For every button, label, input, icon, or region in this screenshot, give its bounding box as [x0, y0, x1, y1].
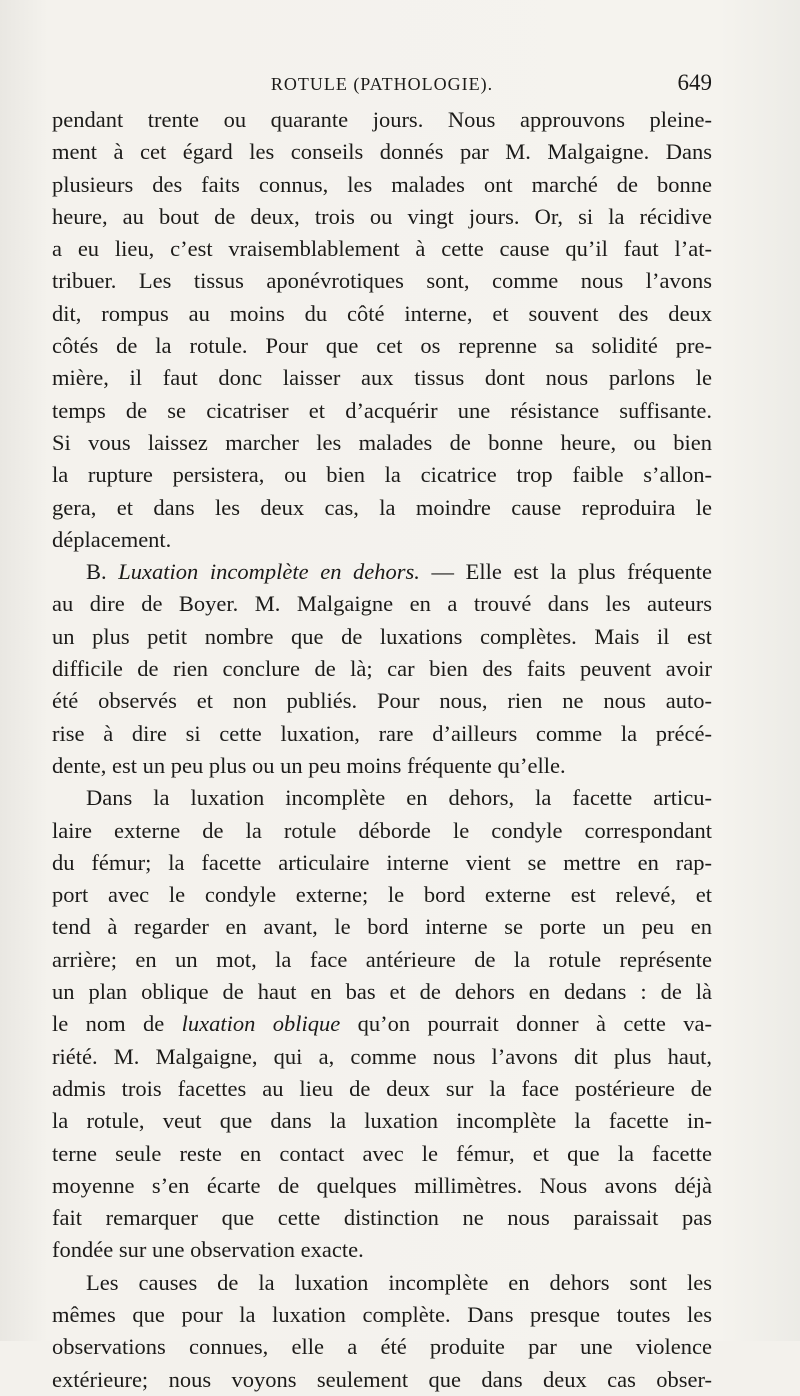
text-line: port avec le condyle externe; le bord externe est relevé, et	[52, 882, 712, 908]
text-line: extérieure; nous voyons seulement que dans deux cas obser-	[52, 1366, 712, 1392]
section-title: Luxation incomplète en dehors.	[118, 559, 420, 585]
text-line: la rupture persistera, ou bien la cicatrice trop faible s’allon-	[52, 462, 712, 488]
text-line: mêmes que pour la luxation complète. Dans presque toutes les	[52, 1301, 712, 1327]
text-fragment: le nom de	[52, 1011, 182, 1037]
text-line: difficile de rien conclure de là; car bien des faits peuvent avoir	[52, 656, 712, 682]
text-line: a eu lieu, c’est vraisemblablement à cette cause qu’il faut l’at-	[52, 236, 712, 262]
text-line: tribuer. Les tissus aponévrotiques sont, comme nous l’avons	[52, 268, 712, 294]
text-line: Les causes de la luxation incomplète en dehors sont les	[86, 1269, 712, 1295]
paragraph-4	[52, 1267, 712, 1396]
text-line-with-italic	[52, 1008, 712, 1040]
text-line: rise à dire si cette luxation, rare d’ailleurs comme la précé-	[52, 720, 712, 746]
text-line: Dans la luxation incomplète en dehors, la facette articu-	[86, 785, 712, 811]
text-line: la rotule, veut que dans la luxation incomplète la facette in-	[52, 1108, 712, 1134]
text-line: laire externe de la rotule déborde le condyle correspondant	[52, 817, 712, 843]
text-line: du fémur; la facette articulaire interne vient se mettre en rap-	[52, 849, 712, 875]
page-number: 649	[677, 70, 712, 95]
text-line: arrière; en un mot, la face antérieure de la rotule représente	[52, 946, 712, 972]
text-line: un plan oblique de haut en bas et de dehors en dedans : de là	[52, 979, 712, 1005]
page-header	[52, 70, 712, 102]
text-line: dit, rompus au moins du côté interne, et souvent des deux	[52, 300, 712, 326]
text-line: temps de se cicatriser et d’acquérir une résistance suffisante.	[52, 397, 712, 423]
paragraph-1	[52, 104, 712, 556]
text-fragment: qu’on pourrait donner à cette va-	[340, 1011, 712, 1037]
text-line: plusieurs des faits connus, les malades ont marché de bonne	[52, 171, 712, 197]
text-line: déplacement.	[52, 526, 172, 552]
text-line: terne seule reste en contact avec le fémur, et que la facette	[52, 1140, 712, 1166]
paragraph-2	[52, 556, 712, 782]
italic-term: luxation oblique	[181, 1011, 341, 1037]
text-line: tend à regarder en avant, le bord interne se porte un peu en	[52, 914, 712, 940]
section-lead-rest: — Elle est la plus fréquente	[419, 559, 713, 585]
text-line: admis trois facettes au lieu de deux sur la face postérieure de	[52, 1075, 712, 1101]
text-line: été observés et non publiés. Pour nous, rien ne nous auto-	[52, 688, 712, 714]
text-line: fondée sur une observation exacte.	[52, 1237, 364, 1263]
text-line: mière, il faut donc laisser aux tissus dont nous parlons le	[52, 365, 712, 391]
text-line: moyenne s’en écarte de quelques millimètres. Nous avons déjà	[52, 1172, 712, 1198]
text-line: fait remarquer que cette distinction ne nous paraissait pas	[52, 1205, 712, 1231]
paragraph-3	[52, 782, 712, 1266]
text-line: riété. M. Malgaigne, qui a, comme nous l’avons dit plus haut,	[52, 1043, 712, 1069]
text-line: dente, est un peu plus ou un peu moins fréquente qu’elle.	[52, 752, 566, 778]
running-head: ROTULE (PATHOLOGIE).	[270, 74, 494, 94]
text-line: Si vous laissez marcher les malades de bonne heure, ou bien	[52, 429, 712, 455]
section-label: B.	[86, 559, 107, 585]
text-line: observations connues, elle a été produite par une violence	[52, 1334, 712, 1360]
text-line: ment à cet égard les conseils donnés par M. Malgaigne. Dans	[52, 139, 712, 165]
text-line: côtés de la rotule. Pour que cet os reprenne sa solidité pre-	[52, 333, 712, 359]
text-line: au dire de Boyer. M. Malgaigne en a trouvé dans les auteurs	[52, 591, 712, 617]
body-text	[52, 104, 712, 1396]
text-line: gera, et dans les deux cas, la moindre cause reproduira le	[52, 494, 712, 520]
text-line: pendant trente ou quarante jours. Nous approuvons pleine-	[52, 107, 712, 132]
text-line: un plus petit nombre que de luxations complètes. Mais il est	[52, 623, 712, 649]
text-line: heure, au bout de deux, trois ou vingt jours. Or, si la récidive	[52, 203, 712, 229]
section-lead-line	[52, 556, 712, 588]
